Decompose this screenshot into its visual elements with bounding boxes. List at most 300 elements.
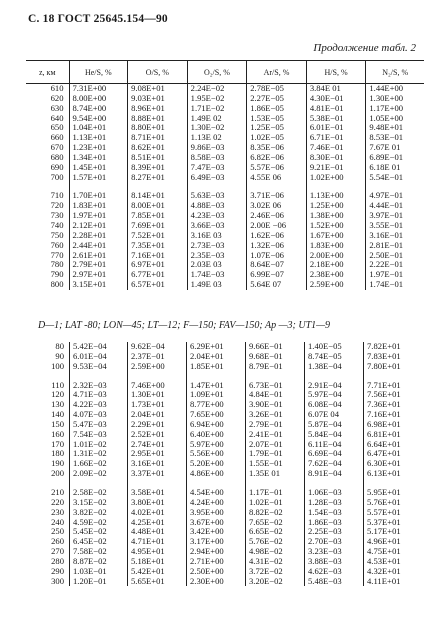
value-cell: 1.02E−05 [247,133,307,143]
value-cell: 3.84E 01 [306,84,366,94]
value-cell: 7.46E−01 [306,143,366,153]
value-cell: 8.14E+01 [128,191,188,201]
value-cell: 1.95E−02 [187,94,247,104]
value-cell: 1.20E−01 [70,577,128,587]
value-cell: 2.70E−03 [305,537,364,547]
value-cell: 1.35E 01 [246,469,305,479]
value-cell: 9.54E+00 [69,114,128,124]
value-cell: 1.05E+00 [369,112,404,123]
value-cell: 4.88E−03 [187,201,247,211]
value-cell: 7.82E+01 [367,341,401,351]
value-cell: 3.71E−06 [247,191,307,201]
value-cell: 1.17E+00 [369,102,404,113]
altitude-cell: 120 [26,390,70,400]
altitude-cell: 270 [26,547,70,557]
value-cell: 3.58E+01 [128,488,187,498]
value-cell: 8.91E−04 [305,469,364,479]
value-cell: 7.31E+00 [69,84,128,94]
value-cell: 6.13E+01 [367,468,401,479]
value-cell: 1.13E 02 [187,133,247,143]
value-cell: 1.54E−03 [305,508,364,518]
value-cell: 1.73E+01 [128,400,187,410]
value-cell: 6.30E+01 [367,458,401,469]
altitude-cell: 100 [26,362,70,372]
value-cell: 1.07E−06 [247,251,307,261]
altitude-cell: 740 [26,221,69,231]
altitude-cell: 770 [26,251,69,261]
value-cell: 4.59E−02 [70,518,128,528]
altitude-cell: 90 [26,352,70,362]
value-cell: 1.57E+01 [69,173,128,183]
standard-code: ГОСТ 25645.154—90 [57,13,168,25]
value-cell: 5.64E 07 [247,280,307,290]
col-header-he: He/S, % [69,61,128,84]
col-header-n2: N₂/S, % [366,61,424,84]
value-cell: 3.15E+01 [69,280,128,290]
value-cell: 1.67E+00 [306,231,366,241]
value-cell: 5.57E+01 [367,506,401,517]
value-cell: 5.17E+01 [367,526,401,537]
value-cell: 5.18E+01 [128,557,187,567]
value-cell: 2.59E+00 [306,280,366,290]
value-cell: 8.79E−01 [246,362,305,372]
value-cell: 1.04E+01 [69,123,128,133]
value-cell: 6.82E−06 [247,153,307,163]
value-cell: 8.80E+01 [128,123,188,133]
altitude-cell: 610 [26,84,69,94]
altitude-cell: 190 [26,459,70,469]
value-cell: 6.98E+01 [367,418,401,429]
value-cell: 9.48E+01 [369,122,404,133]
value-cell: 3.42E+00 [187,527,246,537]
value-cell: 2.35E−03 [187,251,247,261]
value-cell: 2.78E−05 [247,84,307,94]
value-cell: 6.47E+01 [367,448,401,459]
value-cell: 9.68E−01 [246,352,305,362]
value-cell: 2.00E+00 [306,251,366,261]
value-cell: 4.86E+00 [187,469,246,479]
value-cell: 2.07E−01 [246,440,305,450]
value-cell: 3.17E+00 [187,537,246,547]
value-cell: 4.31E−02 [246,557,305,567]
altitude-cell: 170 [26,440,70,450]
value-cell: 1.83E+00 [306,241,366,251]
value-cell: 9.21E−01 [306,163,366,173]
value-cell: 3.66E−03 [187,221,247,231]
value-cell: 2.22E−01 [369,259,404,270]
value-cell: 7.54E−03 [70,430,128,440]
value-cell: 1.44E+00 [369,83,404,93]
value-cell: 3.16E 03 [187,231,247,241]
table-row [26,362,421,372]
altitude-cell: 210 [26,488,70,498]
value-cell: 1.03E−01 [70,567,128,577]
value-cell: 8.88E+01 [128,114,188,124]
altitude-cell: 640 [26,114,69,124]
page-number: С. 18 [28,13,55,25]
value-cell: 8.00E+01 [128,201,188,211]
value-cell: 1.49E 03 [187,280,247,290]
value-cell: 1.45E+01 [69,163,128,173]
altitude-cell: 720 [26,201,69,211]
value-cell: 5.37E+01 [367,516,401,527]
value-cell: 3.82E−02 [70,508,128,518]
value-cell: 1.01E−02 [70,440,128,450]
value-cell: 7.69E+01 [128,221,188,231]
value-cell: 1.25E−05 [247,123,307,133]
parameters-line: D—1; LAT -80; LON—45; LT—12; F—150; FAV—150; Ap —3; UT1—9 [38,320,331,331]
value-cell: 1.97E−01 [369,269,404,280]
value-cell: 8.96E+01 [128,104,188,114]
value-cell: 3.80E+01 [128,498,187,508]
altitude-cell: 160 [26,430,70,440]
col-header-o2: O₂/S, % [187,61,247,84]
value-cell: 6.49E−03 [187,173,247,183]
value-cell: 7.83E+01 [367,350,401,361]
value-cell: 7.56E+01 [367,389,401,400]
page-header [28,13,168,25]
value-cell: 6.81E+01 [367,428,401,439]
value-cell: 9.66E−01 [246,342,305,352]
value-cell: 7.47E−03 [187,163,247,173]
value-cell: 2.00E −06 [247,221,307,231]
value-cell: 8.39E+01 [128,163,188,173]
value-cell: 1.66E−02 [70,459,128,469]
value-cell: 8.53E−01 [369,132,404,143]
value-cell: 1.53E−05 [247,114,307,124]
altitude-cell: 250 [26,527,70,537]
value-cell: 1.34E+01 [69,153,128,163]
value-cell: 1.49E 02 [187,114,247,124]
value-cell: 3.67E+00 [187,518,246,528]
value-cell: 5.48E−03 [305,577,364,587]
value-cell: 9.03E+01 [128,94,188,104]
altitude-cell: 290 [26,567,70,577]
value-cell: 6.94E+00 [187,420,246,430]
value-cell: 2.09E−02 [70,469,128,479]
value-cell: 3.90E−01 [246,400,305,410]
table-row [26,469,421,479]
altitude-cell: 680 [26,153,69,163]
value-cell: 2.91E−04 [305,381,364,391]
value-cell: 1.74E−01 [369,279,404,290]
altitude-cell: 670 [26,143,69,153]
value-cell: 4.96E+01 [367,536,401,547]
value-cell: 1.09E+01 [187,390,246,400]
value-cell: 1.02E+00 [306,173,366,183]
table-row [26,173,424,183]
value-cell: 4.02E+01 [128,508,187,518]
value-cell: 4.84E−01 [246,390,305,400]
value-cell: 6.64E+01 [367,438,401,449]
value-cell: 2.28E+01 [69,231,128,241]
value-cell: 5.56E+00 [187,449,246,459]
value-cell: 7.85E+01 [128,211,188,221]
value-cell: 8.74E+00 [69,104,128,114]
value-cell: 1.86E−03 [305,518,364,528]
value-cell: 1.31E−02 [70,449,128,459]
table-row [26,280,424,290]
value-cell: 2.38E+00 [306,270,366,280]
value-cell: 2.12E+01 [69,221,128,231]
value-cell: 5.87E−04 [305,420,364,430]
value-cell: 1.30E+01 [128,390,187,400]
value-cell: 5.57E−06 [247,163,307,173]
data-table-2 [26,342,421,586]
value-cell: 6.71E−01 [306,133,366,143]
value-cell: 1.23E+01 [69,143,128,153]
value-cell: 8.35E−06 [247,143,307,153]
value-cell: 5.42E+01 [128,567,187,577]
value-cell: 4.81E−01 [306,104,366,114]
altitude-cell: 240 [26,518,70,528]
value-cell: 1.32E−06 [247,241,307,251]
altitude-cell: 690 [26,163,69,173]
value-cell: 2.74E+01 [128,440,187,450]
value-cell: 5.38E−01 [306,114,366,124]
value-cell: 1.25E+00 [306,201,366,211]
value-cell: 6.08E−04 [305,400,364,410]
altitude-cell: 780 [26,260,69,270]
value-cell: 1.02E−01 [246,498,305,508]
value-cell: 3.55E−01 [369,219,404,230]
altitude-cell: 130 [26,400,70,410]
altitude-cell: 790 [26,270,69,280]
value-cell: 7.71E+01 [367,379,401,390]
value-cell: 7.36E+01 [367,399,401,410]
value-cell: 6.01E−04 [70,352,128,362]
value-cell: 1.55E−01 [246,459,305,469]
value-cell: 2.04E+01 [128,410,187,420]
value-cell: 2.52E+01 [128,430,187,440]
value-cell: 3.15E−02 [70,498,128,508]
value-cell: 8.77E+00 [187,400,246,410]
value-cell: 1.47E+01 [187,381,246,391]
altitude-cell: 280 [26,557,70,567]
altitude-cell: 760 [26,241,69,251]
value-cell: 4.11E+01 [367,575,401,586]
value-cell: 5.54E−01 [369,171,404,182]
value-cell: 3.95E+00 [187,508,246,518]
value-cell: 4.71E+01 [128,537,187,547]
altitude-cell: 660 [26,133,69,143]
value-cell: 3.26E−01 [246,410,305,420]
col-header-o: O/S, % [128,61,188,84]
value-cell: 4.25E+01 [128,518,187,528]
value-cell: 3.37E+01 [128,469,187,479]
value-cell: 1.83E+01 [69,201,128,211]
value-cell: 6.01E−01 [306,123,366,133]
value-cell: 1.40E−05 [305,342,364,352]
value-cell: 2.25E−03 [305,527,364,537]
value-cell: 6.45E−02 [70,537,128,547]
value-cell: 4.97E−01 [369,190,404,201]
value-cell: 2.46E−06 [247,211,307,221]
value-cell: 9.62E−04 [128,342,187,352]
col-header-h: H/S, % [306,61,366,84]
value-cell: 2.50E+00 [187,567,246,577]
value-cell: 9.08E+01 [128,84,188,94]
value-cell: 2.03E 03 [187,260,247,270]
value-cell: 1.70E+01 [69,191,128,201]
value-cell: 7.46E+00 [128,381,187,391]
value-cell: 8.30E−01 [306,153,366,163]
value-cell: 1.38E+00 [306,211,366,221]
value-cell: 8.27E+01 [128,173,188,183]
altitude-cell: 260 [26,537,70,547]
value-cell: 3.88E−03 [305,557,364,567]
altitude-cell: 700 [26,173,69,183]
value-cell: 8.71E+01 [128,133,188,143]
value-cell: 5.97E−04 [305,390,364,400]
value-cell: 2.61E+01 [69,251,128,261]
value-cell: 7.16E+01 [128,251,188,261]
altitude-cell: 710 [26,191,69,201]
value-cell: 8.64E−07 [247,260,307,270]
value-cell: 4.23E−03 [187,211,247,221]
altitude-cell: 150 [26,420,70,430]
table-continuation-label: Продолжение табл. 2 [313,42,416,54]
value-cell: 6.18E 01 [369,161,401,172]
altitude-cell: 650 [26,123,69,133]
value-cell: 2.59E+00 [128,362,187,372]
value-cell: 1.74E−03 [187,270,247,280]
value-cell: 6.29E+01 [187,342,246,352]
value-cell: 1.85E+01 [187,362,246,372]
value-cell: 8.58E−03 [187,153,247,163]
value-cell: 5.63E−03 [187,191,247,201]
altitude-cell: 80 [26,342,70,352]
value-cell: 2.44E+01 [69,241,128,251]
value-cell: 7.65E−02 [246,518,305,528]
value-cell: 4.30E−01 [306,94,366,104]
value-cell: 7.67E 01 [369,142,401,153]
value-cell: 4.24E+00 [187,498,246,508]
value-cell: 6.65E−02 [246,527,305,537]
value-cell: 2.79E−01 [246,420,305,430]
value-cell: 2.95E+01 [128,449,187,459]
value-cell: 3.20E−02 [246,577,305,587]
altitude-cell: 140 [26,410,70,420]
value-cell: 2.04E+01 [187,352,246,362]
altitude-cell: 300 [26,577,70,587]
value-cell: 3.02E 06 [247,201,307,211]
altitude-cell: 620 [26,94,69,104]
value-cell: 4.95E+01 [128,547,187,557]
altitude-cell: 180 [26,449,70,459]
value-cell: 4.55E 06 [247,173,307,183]
value-cell: 1.52E+00 [306,221,366,231]
altitude-cell: 750 [26,231,69,241]
altitude-cell: 230 [26,508,70,518]
col-header-z: z, км [26,61,69,84]
value-cell: 4.53E+01 [367,555,401,566]
value-cell: 5.84E−04 [305,430,364,440]
data-table-1 [26,60,424,290]
value-cell: 6.69E−04 [305,449,364,459]
value-cell: 1.30E+00 [369,92,404,103]
value-cell: 5.97E+00 [187,440,246,450]
value-cell: 2.97E+01 [69,270,128,280]
value-cell: 6.57E+01 [128,280,188,290]
value-cell: 2.24E−02 [187,84,247,94]
value-cell: 3.16E−01 [369,229,404,240]
value-cell: 1.28E−03 [305,498,364,508]
value-cell: 2.79E+01 [69,260,128,270]
value-cell: 2.73E−03 [187,241,247,251]
value-cell: 5.42E−04 [70,342,128,352]
value-cell: 8.51E+01 [128,153,188,163]
value-cell: 1.86E−05 [247,104,307,114]
value-cell: 2.50E−01 [369,249,404,260]
value-cell: 7.52E+01 [128,231,188,241]
value-cell: 1.06E−03 [305,488,364,498]
value-cell: 2.94E+00 [187,547,246,557]
value-cell: 5.45E−02 [70,527,128,537]
col-header-ar: Ar/S, % [247,61,307,84]
value-cell: 2.27E−05 [247,94,307,104]
value-cell: 1.38E−04 [305,362,364,372]
value-cell: 5.20E+00 [187,459,246,469]
value-cell: 8.82E−02 [246,508,305,518]
value-cell: 4.75E+01 [367,546,401,557]
value-cell: 4.54E+00 [187,488,246,498]
value-cell: 2.18E+00 [306,260,366,270]
table-header-row [26,61,424,84]
value-cell: 4.44E−01 [369,200,404,211]
value-cell: 3.23E−03 [305,547,364,557]
value-cell: 7.80E+01 [367,360,401,371]
value-cell: 7.62E−04 [305,459,364,469]
value-cell: 8.87E−02 [70,557,128,567]
value-cell: 5.47E−03 [70,420,128,430]
value-cell: 7.58E−02 [70,547,128,557]
value-cell: 7.35E+01 [128,241,188,251]
altitude-cell: 200 [26,469,70,479]
value-cell: 2.29E+01 [128,420,187,430]
value-cell: 6.77E+01 [128,270,188,280]
table-row [26,577,421,587]
value-cell: 4.62E−03 [305,567,364,577]
value-cell: 2.37E−01 [128,352,187,362]
value-cell: 6.97E+01 [128,260,188,270]
value-cell: 8.62E+01 [128,143,188,153]
value-cell: 2.30E+00 [187,577,246,587]
value-cell: 4.32E+01 [367,565,401,576]
value-cell: 2.32E−03 [70,381,128,391]
value-cell: 2.58E−02 [70,488,128,498]
value-cell: 4.07E−03 [70,410,128,420]
value-cell: 5.65E+01 [128,577,187,587]
altitude-cell: 630 [26,104,69,114]
value-cell: 5.76E−02 [246,537,305,547]
value-cell: 1.62E−06 [247,231,307,241]
value-cell: 5.76E+01 [367,496,401,507]
value-cell: 4.71E−03 [70,390,128,400]
value-cell: 2.71E+00 [187,557,246,567]
value-cell: 1.97E+01 [69,211,128,221]
altitude-cell: 220 [26,498,70,508]
value-cell: 6.73E−01 [246,381,305,391]
value-cell: 4.98E−02 [246,547,305,557]
value-cell: 2.41E−01 [246,430,305,440]
value-cell: 6.40E+00 [187,430,246,440]
altitude-cell: 800 [26,280,69,290]
value-cell: 8.74E−05 [305,352,364,362]
value-cell: 2.81E−01 [369,239,404,250]
value-cell: 7.16E+01 [367,409,401,420]
value-cell: 1.17E−01 [246,488,305,498]
